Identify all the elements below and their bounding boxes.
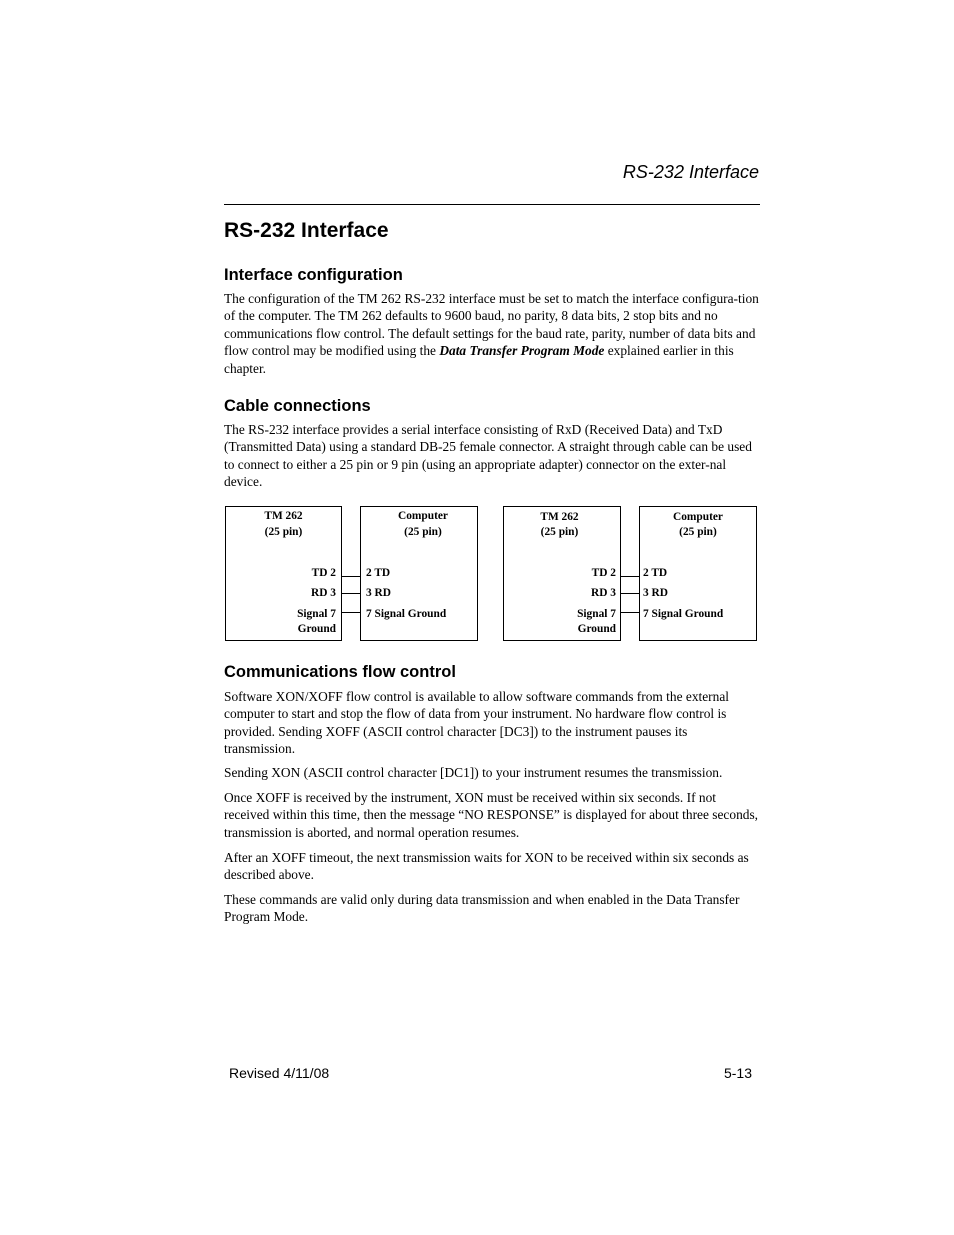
tm262-pin-signal: Signal 7 — [297, 608, 336, 620]
computer-title: Computer — [398, 510, 448, 522]
header-rule — [224, 204, 760, 205]
paragraph-flow-4: After an XOFF timeout, the next transmission waits for XON to be received within six seconds as described above. — [224, 850, 749, 883]
tm262-pin-ground: Ground — [297, 623, 336, 635]
tm262-pin-rd: RD 3 — [591, 587, 616, 599]
wire-rd — [621, 593, 639, 594]
computer-pin-rd: 3 RD — [643, 587, 668, 599]
tm262-title: TM 262 — [540, 511, 579, 523]
computer-subtitle: (25 pin) — [679, 526, 717, 538]
wire-rd — [342, 593, 360, 594]
computer-title: Computer — [673, 511, 723, 523]
tm262-subtitle: (25 pin) — [264, 526, 303, 538]
paragraph-text: explained earlier in this chapter. — [224, 343, 734, 376]
paragraph-text: The configuration of the TM 262 RS-232 interface must be set to match the interface configura-tion of the computer. The TM 262 defaults to 9600 baud, no parity, 8 data bits, 2 stop bits and no communications flow control. The default settings for the baud rate, parity, number of data bits and flow control may be modified using the — [224, 291, 759, 359]
emphasis-data-transfer-program-mode: Data Transfer Program Mode — [439, 343, 605, 359]
wire-td — [621, 576, 639, 577]
wire-ground — [342, 612, 360, 613]
heading-interface-configuration: Interface configuration — [224, 266, 403, 284]
paragraph-flow-3: Once XOFF is received by the instrument, XON must be received within six seconds. If not received within this time, then the message “NO RESPONSE” is displayed for about three seconds, transmission is aborted, and normal operation resumes. — [224, 790, 759, 840]
paragraph-flow-1: Software XON/XOFF flow control is available to allow software commands from the external computer to start and stop the flow of data from your instrument. No hardware flow control is provided. Sending XOFF (ASCII control character [DC3]) to the instrument pauses its transmission. — [224, 689, 729, 757]
computer-pin-rd: 3 RD — [366, 587, 391, 599]
heading-communications-flow-control: Communications flow control — [224, 663, 456, 681]
footer-revision: Revised 4/11/08 — [229, 1065, 330, 1081]
paragraph-flow-5: These commands are valid only during data transmission and when enabled in the Data Transfer Program Mode. — [224, 892, 740, 925]
tm262-title: TM 262 — [264, 510, 303, 522]
computer-pin-td: 2 TD — [366, 567, 391, 579]
paragraph-cable-connections: The RS-232 interface provides a serial interface consisting of RxD (Received Data) and TxD (Transmitted Data) using a standard DB-25 female connector. A straight through cable can be used to connect to either a 25 pin or 9 pin (using an appropriate adapter) connector on the exter-nal device. — [224, 422, 752, 490]
paragraph-interface-configuration — [224, 290, 760, 377]
running-header: RS-232 Interface — [622, 162, 759, 182]
heading-cable-connections: Cable connections — [224, 397, 371, 415]
computer-pin-signal-ground: 7 Signal Ground — [366, 608, 447, 620]
page-title: RS-232 Interface — [224, 219, 389, 242]
footer-page-number: 5-13 — [723, 1065, 752, 1081]
computer-pin-signal-ground: 7 Signal Ground — [643, 608, 724, 620]
tm262-pin-td: TD 2 — [591, 567, 616, 579]
computer-pin-td: 2 TD — [643, 567, 668, 579]
tm262-subtitle: (25 pin) — [540, 526, 579, 538]
paragraph-flow-2: Sending XON (ASCII control character [DC1]) to your instrument resumes the transmission. — [224, 765, 723, 780]
computer-subtitle: (25 pin) — [404, 526, 442, 538]
tm262-pin-signal: Signal 7 — [577, 608, 616, 620]
tm262-pin-ground: Ground — [577, 623, 616, 635]
wire-ground — [621, 612, 639, 613]
tm262-pin-rd: RD 3 — [311, 587, 336, 599]
tm262-pin-td: TD 2 — [311, 567, 336, 579]
wire-td — [342, 576, 360, 577]
